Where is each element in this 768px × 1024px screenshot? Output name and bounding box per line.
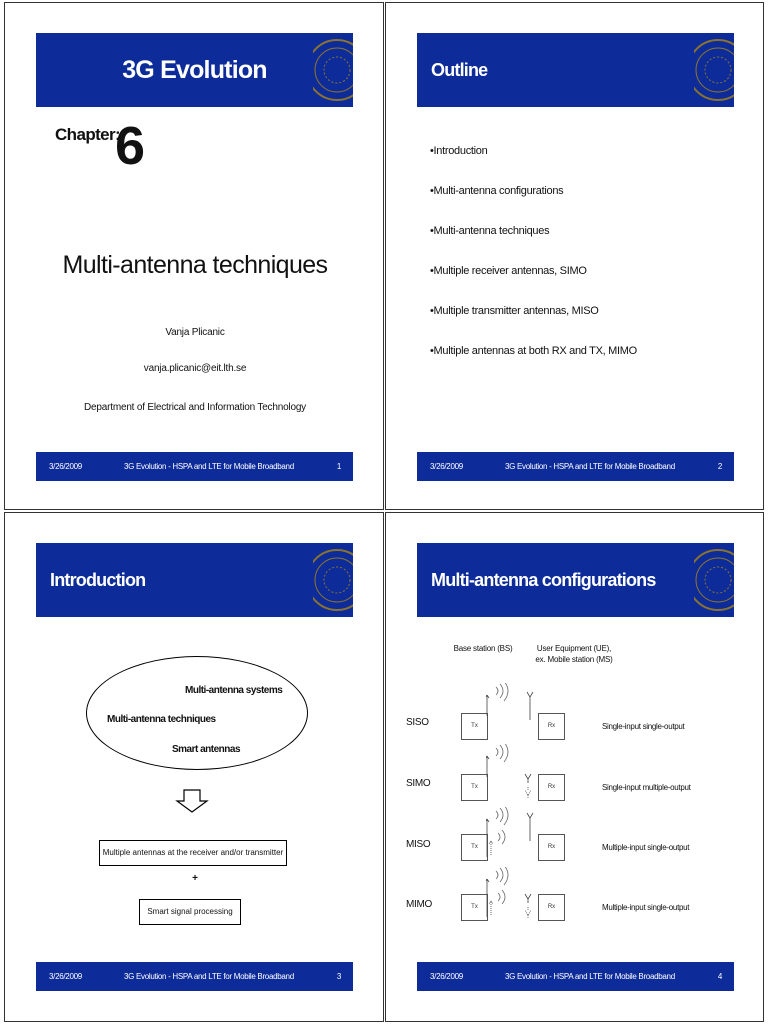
university-seal-icon [313, 543, 353, 617]
rx-box: Rx [538, 894, 565, 921]
presentation-title: Multi-antenna techniques [62, 251, 328, 279]
page-number: 1 [336, 462, 341, 471]
slide-2 [385, 2, 764, 510]
tx-box: Tx [461, 834, 488, 861]
config-label: MIMO [406, 899, 433, 910]
config-description: Single-input multiple-output [602, 783, 691, 792]
config-label: MISO [406, 839, 431, 850]
outline-item: •Multi-antenna techniques [430, 225, 550, 237]
definition-box: Multiple antennas at the receiver and/or transmitter [99, 840, 287, 866]
slide-footer [417, 452, 734, 481]
footer-subtitle: 3G Evolution - HSPA and LTE for Mobile Broadband [124, 972, 294, 981]
page-number: 3 [336, 972, 341, 981]
footer-date: 3/26/2009 [49, 972, 82, 981]
column-header-ue-line: User Equipment (UE), [536, 644, 612, 653]
slide-footer [36, 962, 353, 991]
tx-antenna-icon [486, 744, 512, 778]
chapter-label: Chapter: [55, 125, 121, 144]
slide-title: 3G Evolution [122, 56, 267, 84]
config-description: Multiple-input single-output [602, 903, 690, 912]
department-name: Department of Electrical and Information Technology [84, 402, 306, 413]
slide-title-bar [417, 543, 734, 617]
outline-list [430, 145, 637, 385]
tx-box: Tx [461, 713, 488, 740]
plus-sign: + [192, 873, 198, 884]
tx-box: Tx [461, 774, 488, 801]
page-number: 2 [717, 462, 722, 471]
chapter-number: 6 [115, 116, 146, 176]
slide-title: Outline [431, 60, 488, 80]
slide-footer [417, 962, 734, 991]
tx-antenna-icon [486, 683, 512, 717]
tx-antenna-array-icon [486, 867, 512, 919]
slide-1 [4, 2, 384, 510]
slide-3 [4, 512, 384, 1022]
rx-antenna-icon [526, 691, 538, 721]
definition-box: Smart signal processing [139, 899, 241, 925]
slide-title-bar [36, 33, 353, 107]
slide-title: Multi-antenna configurations [431, 570, 656, 590]
ellipse-item: Multi-antenna techniques [107, 714, 216, 725]
slide-title: Introduction [50, 570, 146, 590]
ellipse-item: Multi-antenna systems [185, 685, 283, 696]
author-name: Vanja Plicanic [165, 327, 225, 338]
down-arrow-icon [175, 789, 209, 813]
footer-subtitle: 3G Evolution - HSPA and LTE for Mobile Broadband [124, 462, 294, 471]
config-label: SIMO [406, 778, 431, 789]
config-label: SISO [406, 717, 429, 728]
slide-title-bar [417, 33, 734, 107]
footer-date: 3/26/2009 [430, 462, 463, 471]
outline-item: •Multiple transmitter antennas, MISO [430, 305, 599, 317]
footer-subtitle: 3G Evolution - HSPA and LTE for Mobile Broadband [505, 462, 675, 471]
rx-box: Rx [538, 834, 565, 861]
footer-date: 3/26/2009 [49, 462, 82, 471]
university-seal-icon [694, 33, 734, 107]
outline-item: •Introduction [430, 145, 488, 157]
rx-box: Rx [538, 713, 565, 740]
config-description: Multiple-input single-output [602, 843, 690, 852]
tx-antenna-array-icon [486, 807, 512, 859]
outline-item: •Multiple receiver antennas, SIMO [430, 265, 587, 277]
outline-item: •Multi-antenna configurations [430, 185, 564, 197]
column-header-ue-line: ex. Mobile station (MS) [535, 655, 613, 664]
column-header-ue [514, 643, 634, 665]
rx-antenna-array-icon [524, 771, 538, 801]
author-email: vanja.plicanic@eit.lth.se [143, 363, 247, 374]
rx-antenna-array-icon [524, 891, 538, 921]
outline-item: •Multiple antennas at both RX and TX, MIMO [430, 345, 637, 357]
tx-box: Tx [461, 894, 488, 921]
rx-box: Rx [538, 774, 565, 801]
ellipse-item: Smart antennas [172, 744, 241, 755]
slide-4 [385, 512, 764, 1022]
footer-subtitle: 3G Evolution - HSPA and LTE for Mobile Broadband [505, 972, 675, 981]
slide-footer [36, 452, 353, 481]
page-number: 4 [717, 972, 722, 981]
slide-title-bar [36, 543, 353, 617]
rx-antenna-icon [526, 812, 538, 842]
university-seal-icon [313, 33, 353, 107]
footer-date: 3/26/2009 [430, 972, 463, 981]
university-seal-icon [694, 543, 734, 617]
column-header-bs: Base station (BS) [453, 644, 513, 653]
config-description: Single-input single-output [602, 722, 685, 731]
